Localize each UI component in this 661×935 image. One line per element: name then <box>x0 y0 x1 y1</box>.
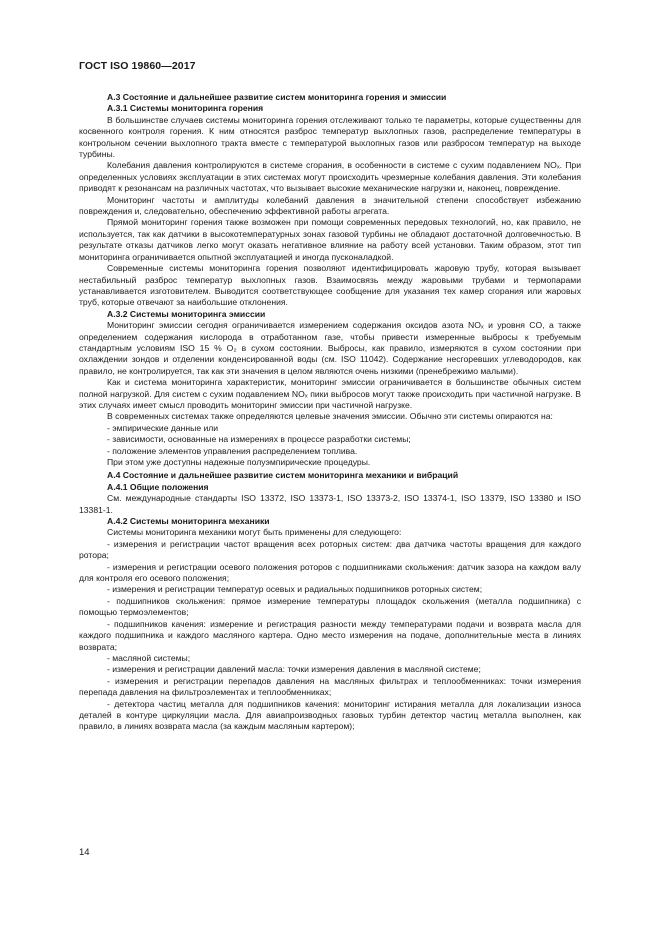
subsection-heading-a3-1: А.3.1 Системы мониторинга горения <box>107 103 264 114</box>
paragraph: В большинстве случаев системы мониторинга горения отслеживают только те параметры, которые существенны для косвенного контроля горения. К ним относятся разброс температур выхлопных газов, распределение температуры в контрольном сечении выхлопного тракта вместе с температурой выхлопных газов или разбросом температур на выходе турбины. <box>79 114 581 160</box>
list-paragraph: - измерения и регистрации перепадов давления на масляных фильтрах и теплообменниках: точки измерения перепада давления на фильтроэлементах и теплообменниках; <box>79 675 581 698</box>
paragraph: При этом уже доступны надежные полуэмпирические процедуры. <box>107 457 371 467</box>
subsection-heading-a4-2: А.4.2 Системы мониторинга механики <box>107 516 270 527</box>
page-number: 14 <box>79 847 90 858</box>
list-item: - зависимости, основанные на измерениях в процессе разработки системы; <box>107 434 411 445</box>
list-paragraph: - измерения и регистрации давлений масла: точки измерения давления в масляной системе; <box>107 664 481 675</box>
paragraph: Мониторинг эмиссии сегодня ограничивается измерением содержания оксидов азота NOₓ и уровня CO, а также определением содержания кислорода в отработанном газе, чтобы привести измеренные выбросы к требуемым стандартным условиям ISO 15 % O₂ в сухом состоянии. Выбросы, как правило, измеряются в сухом состоянии при охлаждении зондов и отделении конденсированной воды (см. ISO 11042). Содержание несгоревших углеводородов, как правило, не контролируется, так как эти значения в целом являются очень низкими (пренебрежимо малыми). <box>79 320 581 376</box>
list-paragraph: - измерения и регистрации температур осевых и радиальных подшипников роторных систем; <box>107 584 483 595</box>
list-paragraph: - детектора частиц металла для подшипников качения: мониторинг истирания металла для локализации износа деталей в контуре циркуляции масла. Для авиапроизводных газовых турбин детектор частиц металла выполнен, как правило, в линиях возврата масла (за каждым масляным картером); <box>79 698 581 732</box>
paragraph: Современные системы мониторинга горения позволяют идентифицировать жаровую трубу, которая вызывает нестабильный разброс температур выхлопных газов. Взаимосвязь между жаровыми трубами и термопарами устанавливается изготовителем. Выводится соответствующее сообщение для указания тех камер сгорания или жаровых труб, которые отвечают за наибольшие отклонения. <box>79 263 581 308</box>
list-paragraph: - подшипников скольжения: прямое измерение температуры площадок скольжения (металла подшипника) с помощью термоэлементов; <box>79 595 581 618</box>
paragraph: В современных системах также определяются целевые значения эмиссии. Обычно эти системы опираются на: <box>107 411 553 422</box>
list-item: - положение элементов управления распределением топлива. <box>107 445 358 456</box>
list-paragraph: - масляной системы; <box>107 652 191 663</box>
paragraph: Мониторинг частоты и амплитуды колебаний давления в значительной степени способствует избежанию повреждения и, следовательно, обеспечению эффективной работы агрегата. <box>79 194 581 217</box>
list-paragraph: - измерения и регистрации осевого положения роторов с подшипниками скольжения: датчик зазора на каждом валу для контроля его осевого положения; <box>79 561 581 584</box>
paragraph: Колебания давления контролируются в системе сгорания, в особенности в системе с сухим подавлением NOₓ. При определенных условиях эксплуатации в этих системах могут происходить чрезмерные колебания давления. Эти колебания приводят к резонансам на различных частотах, что вызывает высокие механические нагрузки и, наконец, повреждение. <box>79 160 581 194</box>
paragraph: Как и система мониторинга характеристик, мониторинг эмиссии ограничивается в большинстве обычных систем полной нагрузкой. Для систем с сухим подавлением NOₓ пики выбросов могут также происходить при частичной нагрузке. В этих случаях имеет смысл проводить мониторинг эмиссии при частичной нагрузке. <box>79 377 581 410</box>
paragraph: Прямой мониторинг горения также возможен при помощи современных передовых технологий, но, как правило, не используется, так как датчики в высокотемпературных зонах газовой турбины не обладают достаточной долговечностью. В результате отказы датчиков легко могут оказать негативное влияние на работу всей установки. Таким образом, этот тип мониторинга ограничивается опытной эксплуатацией и иногда пусконаладкой. <box>79 217 581 262</box>
document-header: ГОСТ ISO 19860—2017 <box>79 60 196 72</box>
list-item: - эмпирические данные или <box>107 422 219 433</box>
document-body <box>79 90 581 733</box>
section-heading-a3: А.3 Состояние и дальнейшее развитие систем мониторинга горения и эмиссии <box>107 92 447 102</box>
subsection-heading-a3-2: А.3.2 Системы мониторинга эмиссии <box>107 308 266 319</box>
subsection-heading-a4-1: А.4.1 Общие положения <box>107 481 209 492</box>
paragraph: Системы мониторинга механики могут быть применены для следующего: <box>107 527 402 538</box>
paragraph: См. международные стандарты ISO 13372, ISO 13373-1, ISO 13373-2, ISO 13374-1, ISO 13379, ISO 13380 и ISO 13381-1. <box>79 493 581 515</box>
section-heading-a4: А.4 Состояние и дальнейшее развитие систем мониторинга механики и вибраций <box>107 470 459 481</box>
list-paragraph: - подшипников качения: измерение и регистрация разности между температурами подачи и возврата масла для каждого подшипника и каждого масляного картера. Одно место измерения на подаче, дополнительные места в линиях возврата; <box>79 618 581 652</box>
list-paragraph: - измерения и регистрации частот вращения всех роторных систем: два датчика частоты вращения для каждого ротора; <box>79 538 581 561</box>
